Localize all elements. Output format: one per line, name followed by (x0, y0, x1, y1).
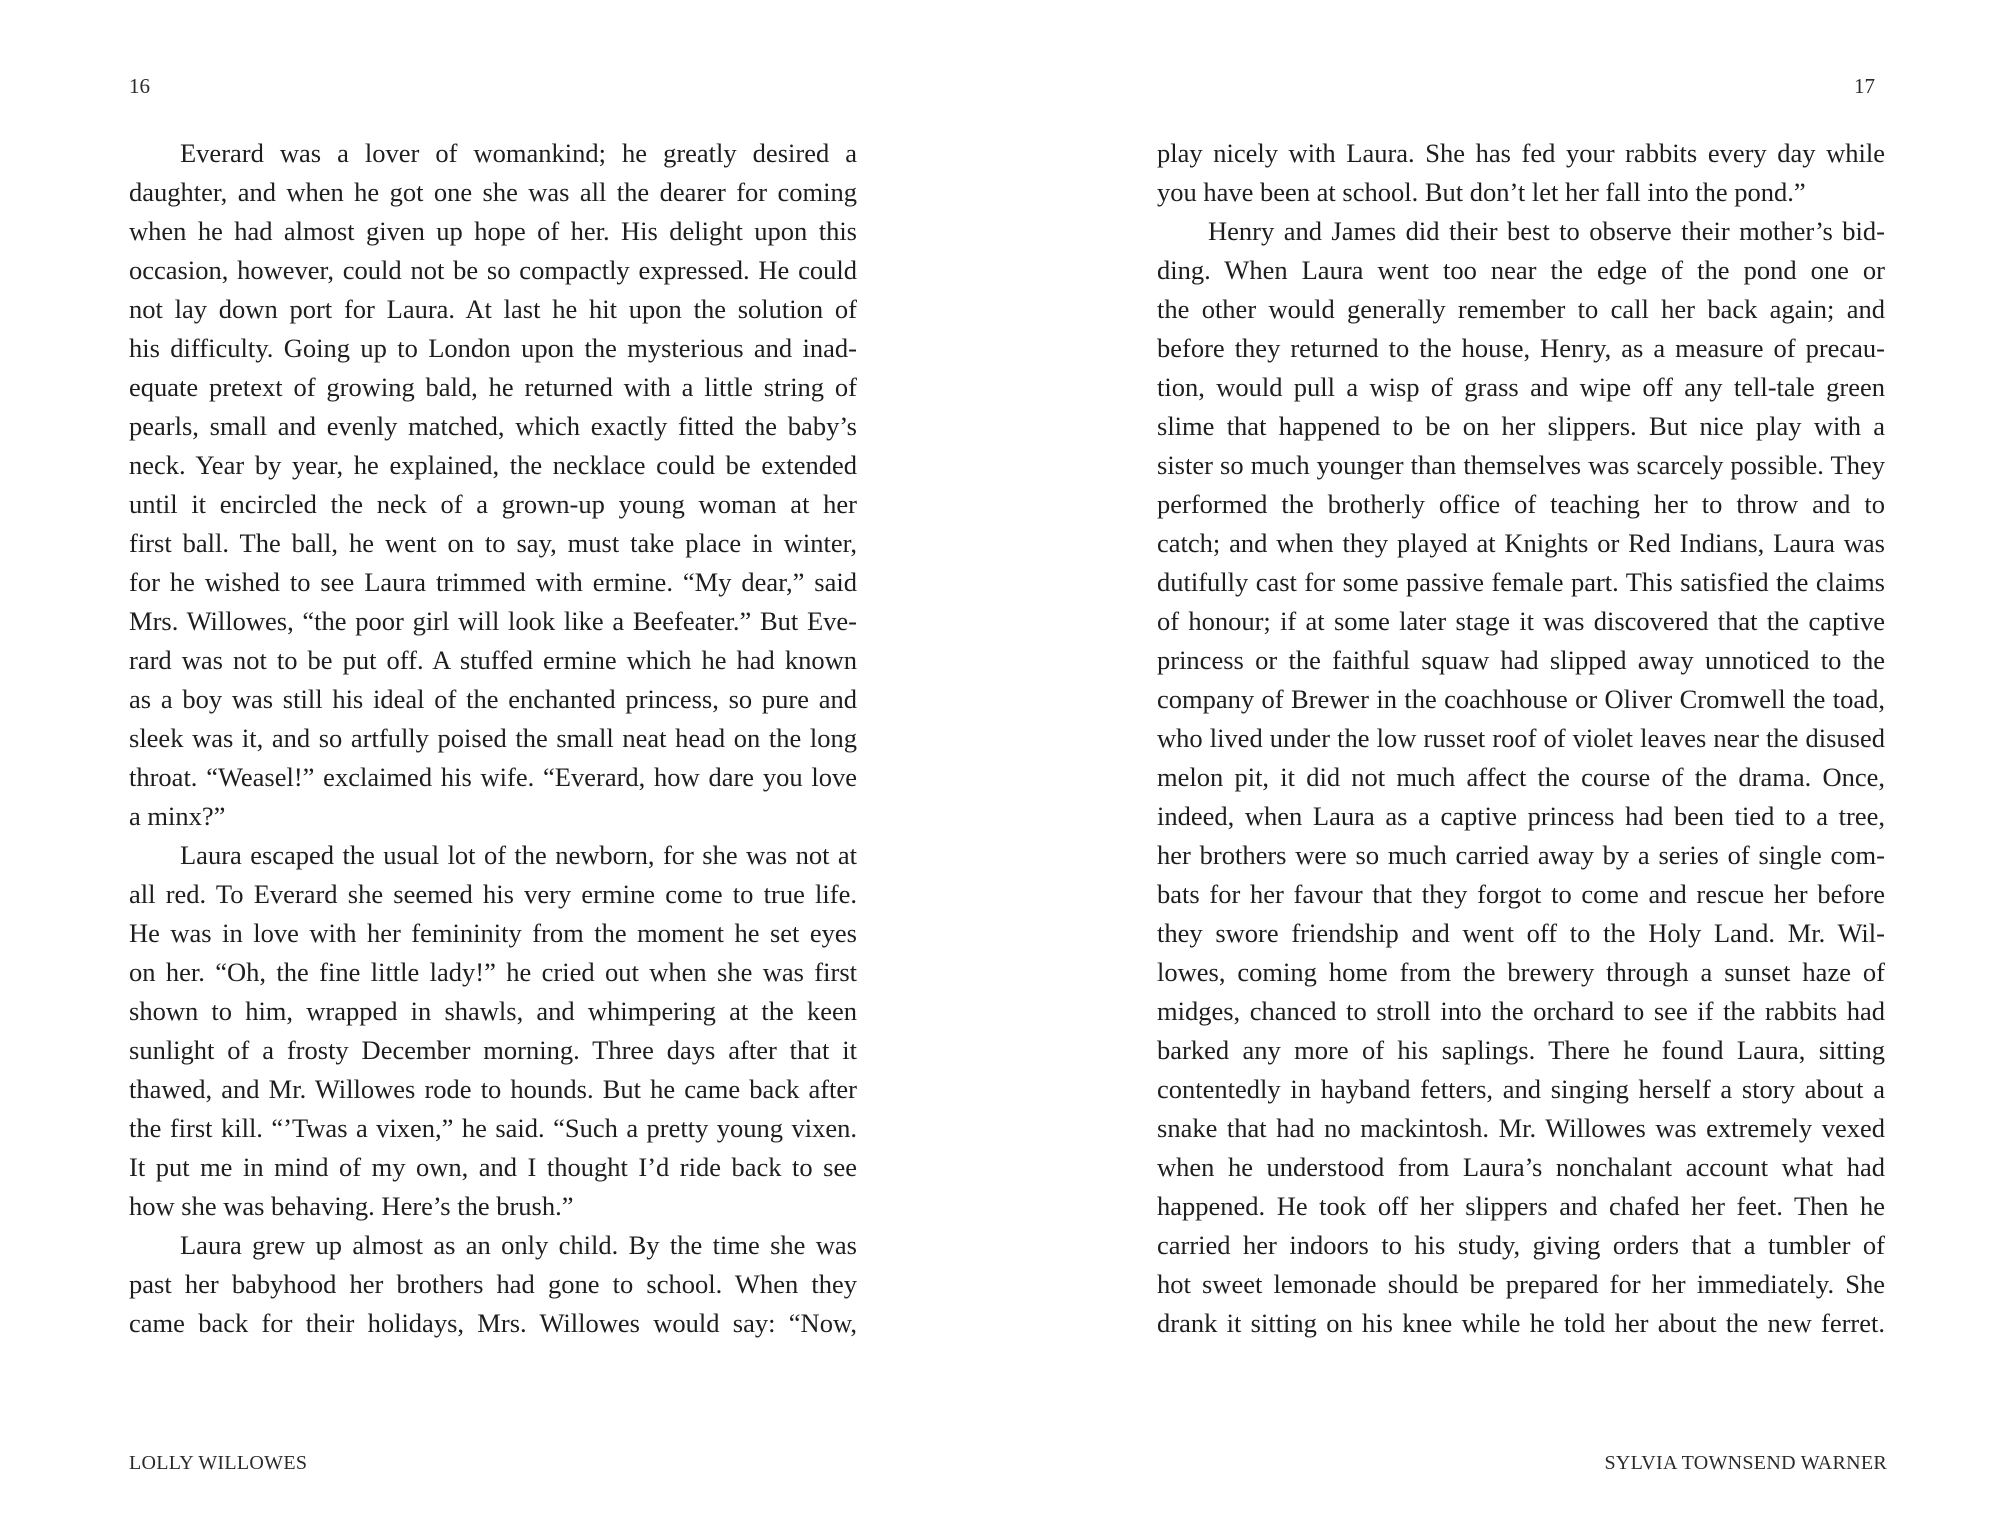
text-line: Laura grew up almost as an only child. By the time she was (180, 1230, 857, 1260)
text-line: shown to him, wrapped in shawls, and whimpering at the keen (129, 996, 857, 1026)
text-line: his difficulty. Going up to London upon the mysterious and inad- (129, 333, 857, 363)
text-line: dutifully cast for some passive female part. This satisfied the claims (1157, 567, 1885, 597)
text-line: neck. Year by year, he explained, the necklace could be extended (129, 450, 857, 480)
text-line: melon pit, it did not much affect the course of the drama. Once, (1157, 762, 1885, 792)
right-page (1000, 0, 2000, 1535)
text-line: the other would generally remember to call her back again; and (1157, 294, 1885, 324)
text-line: catch; and when they played at Knights or Red Indians, Laura was (1157, 528, 1885, 558)
text-line: Henry and James did their best to observe their mother’s bid- (1208, 216, 1885, 246)
text-line: play nicely with Laura. She has fed your rabbits every day while (1157, 138, 1885, 168)
text-line: drank it sitting on his knee while he told her about the new ferret. (1157, 1308, 1885, 1338)
text-line: He was in love with her femininity from the moment he set eyes (129, 918, 857, 948)
text-line: sleek was it, and so artfully poised the small neat head on the long (129, 723, 857, 753)
running-footer-title: LOLLY WILLOWES (129, 1452, 308, 1474)
text-line: past her babyhood her brothers had gone to school. When they (129, 1269, 857, 1299)
text-line: barked any more of his saplings. There he found Laura, sitting (1157, 1035, 1885, 1065)
running-footer-author: SYLVIA TOWNSEND WARNER (1604, 1452, 1887, 1474)
text-line: not lay down port for Laura. At last he hit upon the solution of (129, 294, 857, 324)
text-line: on her. “Oh, the fine little lady!” he cried out when she was first (129, 957, 857, 987)
text-line: first ball. The ball, he went on to say, must take place in winter, (129, 528, 857, 558)
text-line: hot sweet lemonade should be prepared for her immediately. She (1157, 1269, 1885, 1299)
text-line: when he understood from Laura’s nonchalant account what had (1157, 1152, 1885, 1182)
text-line: pearls, small and evenly matched, which exactly fitted the baby’s (129, 411, 857, 441)
text-line: as a boy was still his ideal of the enchanted princess, so pure and (129, 684, 857, 714)
text-line: they swore friendship and went off to the Holy Land. Mr. Wil- (1157, 918, 1885, 948)
page-number: 16 (129, 74, 150, 98)
text-line: happened. He took off her slippers and chafed her feet. Then he (1157, 1191, 1885, 1221)
text-line: occasion, however, could not be so compactly expressed. He could (129, 255, 857, 285)
text-line: who lived under the low russet roof of violet leaves near the disused (1157, 723, 1885, 753)
text-line: ding. When Laura went too near the edge of the pond one or (1157, 255, 1885, 285)
text-line: how she was behaving. Here’s the brush.” (129, 1191, 574, 1221)
text-line: you have been at school. But don’t let her fall into the pond.” (1157, 177, 1806, 207)
text-line: until it encircled the neck of a grown-up young woman at her (129, 489, 857, 519)
text-line: Everard was a lover of womankind; he greatly desired a (180, 138, 857, 168)
text-line: throat. “Weasel!” exclaimed his wife. “Everard, how dare you love (129, 762, 857, 792)
text-line: bats for her favour that they forgot to come and rescue her before (1157, 879, 1885, 909)
text-line: when he had almost given up hope of her. His delight upon this (129, 216, 857, 246)
body-text (1157, 134, 1885, 1343)
text-line: Laura escaped the usual lot of the newborn, for she was not at (180, 840, 857, 870)
text-line: midges, chanced to stroll into the orchard to see if the rabbits had (1157, 996, 1885, 1026)
text-line: thawed, and Mr. Willowes rode to hounds. But he came back after (129, 1074, 857, 1104)
text-line: her brothers were so much carried away by a series of single com- (1157, 840, 1885, 870)
text-line: daughter, and when he got one she was all the dearer for coming (129, 177, 857, 207)
text-line: snake that had no mackintosh. Mr. Willowes was extremely vexed (1157, 1113, 1885, 1143)
text-line: of honour; if at some later stage it was discovered that the captive (1157, 606, 1885, 636)
text-line: princess or the faithful squaw had slipped away unnoticed to the (1157, 645, 1885, 675)
text-line: rard was not to be put off. A stuffed ermine which he had known (129, 645, 857, 675)
text-line: for he wished to see Laura trimmed with ermine. “My dear,” said (129, 567, 857, 597)
text-line: tion, would pull a wisp of grass and wipe off any tell-tale green (1157, 372, 1885, 402)
text-line: a minx?” (129, 801, 226, 831)
text-line: contentedly in hayband fetters, and singing herself a story about a (1157, 1074, 1885, 1104)
text-line: company of Brewer in the coachhouse or Oliver Cromwell the toad, (1157, 684, 1885, 714)
text-line: performed the brotherly office of teaching her to throw and to (1157, 489, 1885, 519)
text-line: sister so much younger than themselves was scarcely possible. They (1157, 450, 1885, 480)
text-line: slime that happened to be on her slippers. But nice play with a (1157, 411, 1885, 441)
text-line: equate pretext of growing bald, he returned with a little string of (129, 372, 857, 402)
text-line: the first kill. “’Twas a vixen,” he said. “Such a pretty young vixen. (129, 1113, 857, 1143)
text-line: Mrs. Willowes, “the poor girl will look like a Beefeater.” But Eve- (129, 606, 857, 636)
text-line: before they returned to the house, Henry, as a measure of precau- (1157, 333, 1885, 363)
text-line: all red. To Everard she seemed his very ermine come to true life. (129, 879, 857, 909)
text-line: lowes, coming home from the brewery through a sunset haze of (1157, 957, 1885, 987)
text-line: carried her indoors to his study, giving orders that a tumbler of (1157, 1230, 1885, 1260)
text-line: indeed, when Laura as a captive princess had been tied to a tree, (1157, 801, 1885, 831)
body-text (129, 134, 857, 1343)
page-number: 17 (1854, 74, 1875, 98)
text-line: It put me in mind of my own, and I thought I’d ride back to see (129, 1152, 857, 1182)
text-line: came back for their holidays, Mrs. Willowes would say: “Now, (129, 1308, 857, 1338)
text-line: sunlight of a frosty December morning. Three days after that it (129, 1035, 857, 1065)
